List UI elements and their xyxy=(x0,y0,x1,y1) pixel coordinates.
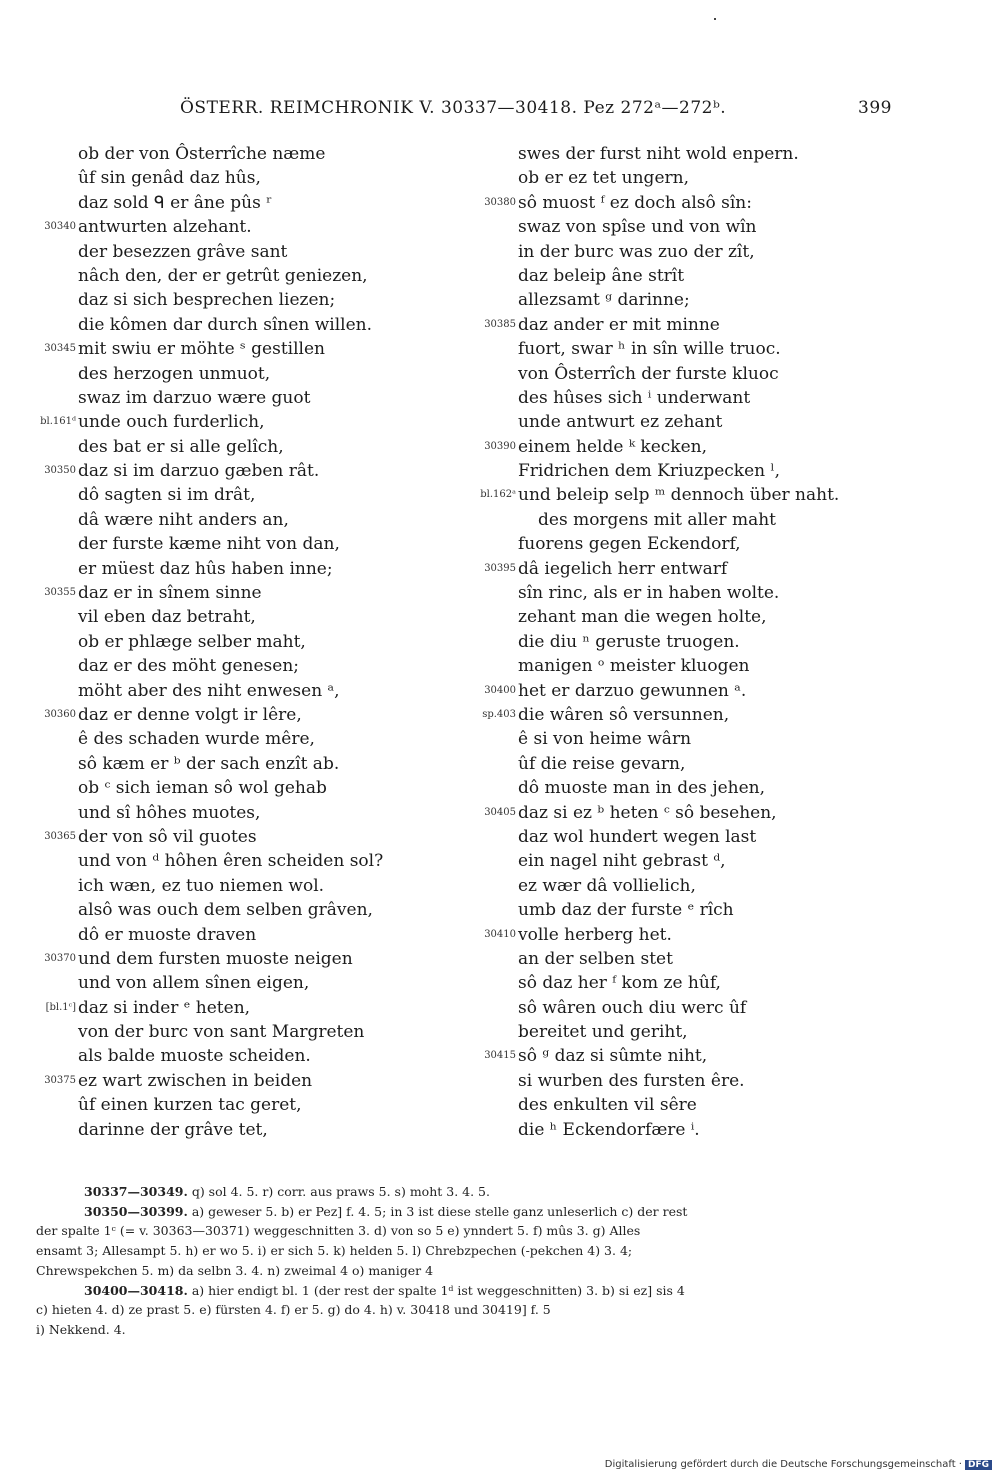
credit-text: Digitalisierung gefördert durch die Deutsche Forschungsgemeinschaft · xyxy=(604,1459,962,1470)
verse-line xyxy=(30,581,470,605)
verse-text: swaz im darzuo wære guot xyxy=(78,387,311,408)
verse-line xyxy=(470,337,890,361)
verse-text: fuort, swar ʰ in sîn wille truoc. xyxy=(518,339,781,360)
verse-line xyxy=(470,849,890,873)
verse-text: dô sagten si im drât, xyxy=(78,485,256,506)
verse-line xyxy=(30,1020,470,1044)
verse-line xyxy=(30,703,470,727)
verse-line xyxy=(30,727,470,751)
verse-line xyxy=(470,483,890,507)
verse-line xyxy=(470,703,890,727)
verse-text: alsô was ouch dem selben grâven, xyxy=(78,900,373,921)
footnote-apparatus xyxy=(36,1182,890,1340)
verse-line xyxy=(30,215,470,239)
verse-line xyxy=(30,996,470,1020)
footnote-range: 30337—30349. xyxy=(84,1184,188,1199)
verse-text: in der burc was zuo der zît, xyxy=(518,241,755,262)
verse-text: umb daz der furste ᵉ rîch xyxy=(518,900,734,921)
verse-line xyxy=(470,362,890,386)
running-title: ÖSTERR. REIMCHRONIK V. 30337—30418. Pez 272ᵃ—272ᵇ. xyxy=(180,98,727,118)
verse-line xyxy=(470,679,890,703)
verse-line xyxy=(470,654,890,678)
verse-line xyxy=(470,825,890,849)
verse-line xyxy=(470,801,890,825)
verse-line xyxy=(30,483,470,507)
verse-line xyxy=(470,264,890,288)
footnote-line xyxy=(36,1320,890,1340)
verse-line xyxy=(470,459,890,483)
verse-line xyxy=(30,264,470,288)
verse-line xyxy=(470,923,890,947)
verse-line xyxy=(30,386,470,410)
line-number: 30380 xyxy=(484,196,516,208)
verse-text: des morgens mit aller maht xyxy=(538,509,776,530)
line-number: 30395 xyxy=(484,562,516,574)
footnote-range: 30350—30399. xyxy=(84,1203,188,1219)
verse-text: Fridrichen dem Kriuzpecken ˡ, xyxy=(518,461,781,482)
footnote-line xyxy=(36,1300,890,1320)
line-number: 30405 xyxy=(484,806,516,818)
footnote-line xyxy=(36,1281,890,1301)
verse-line xyxy=(30,313,470,337)
verse-text: von Ôsterrîch der furste kluoc xyxy=(518,363,779,384)
verse-text: die wâren sô versunnen, xyxy=(518,704,730,725)
line-number: 30385 xyxy=(484,318,516,330)
left-verse-column xyxy=(30,142,470,1142)
verse-text: unde antwurt ez zehant xyxy=(518,412,723,433)
verse-text: ob er phlæge selber maht, xyxy=(78,631,306,652)
verse-line xyxy=(470,435,890,459)
verse-line xyxy=(470,898,890,922)
verse-text: daz si im darzuo gæben rât. xyxy=(78,461,320,482)
running-header xyxy=(30,98,892,124)
footnote-text: q) sol 4. 5. r) corr. aus praws 5. s) moht 3. 4. 5. xyxy=(191,1184,490,1199)
line-number: [bl.1ᶜ] xyxy=(45,1001,76,1013)
verse-text: einem helde ᵏ kecken, xyxy=(518,436,708,457)
verse-line xyxy=(30,654,470,678)
verse-line xyxy=(30,362,470,386)
verse-text: sô daz her ᶠ kom ze hûf, xyxy=(518,973,721,994)
page-number: 399 xyxy=(858,98,892,118)
verse-text: der furste kæme niht von dan, xyxy=(78,534,340,555)
verse-line xyxy=(30,1044,470,1068)
verse-line xyxy=(470,142,890,166)
verse-text: daz er in sînem sinne xyxy=(78,583,262,604)
verse-text: het er darzuo gewunnen ᵃ. xyxy=(518,680,747,701)
footnote-line xyxy=(36,1182,890,1202)
verse-text: ez wær dâ vollielich, xyxy=(518,875,696,896)
verse-text: des bat er si alle gelîch, xyxy=(78,436,284,457)
verse-line xyxy=(30,337,470,361)
verse-line xyxy=(470,581,890,605)
verse-line xyxy=(30,1093,470,1117)
verse-text: ûf die reise gevarn, xyxy=(518,753,686,774)
line-number: 30400 xyxy=(484,684,516,696)
verse-text: daz wol hundert wegen last xyxy=(518,826,757,847)
dfg-logo: DFG xyxy=(965,1460,992,1470)
line-number: 30390 xyxy=(484,440,516,452)
verse-line xyxy=(470,874,890,898)
verse-line xyxy=(30,776,470,800)
verse-text: daz er denne volgt ir lêre, xyxy=(78,704,302,725)
verse-text: daz si sich besprechen liezen; xyxy=(78,290,336,311)
verse-line xyxy=(30,142,470,166)
verse-line xyxy=(470,288,890,312)
verse-line xyxy=(470,557,890,581)
verse-text: fuorens gegen Eckendorf, xyxy=(518,534,741,555)
verse-text: und beleip selp ᵐ dennoch über naht. xyxy=(518,485,840,506)
verse-line xyxy=(470,191,890,215)
footnote-text: a) geweser 5. b) er Pez] f. 4. 5; in 3 ist diese stelle ganz unleserlich c) der rest xyxy=(191,1203,688,1219)
verse-text: des enkulten vil sêre xyxy=(518,1095,697,1116)
verse-text: von der burc von sant Margreten xyxy=(78,1022,365,1043)
verse-line xyxy=(30,410,470,434)
verse-line xyxy=(470,727,890,751)
verse-text: dâ wære niht anders an, xyxy=(78,509,289,530)
verse-text: dô er muoste draven xyxy=(78,924,257,945)
line-number: 30350 xyxy=(44,465,76,477)
verse-text: ob ᶜ sich ieman sô wol gehab xyxy=(78,778,327,799)
verse-line xyxy=(30,557,470,581)
verse-line xyxy=(30,605,470,629)
verse-text: darinne der grâve tet, xyxy=(78,1119,268,1140)
verse-text: und dem fursten muoste neigen xyxy=(78,948,353,969)
verse-text: daz si inder ᵉ heten, xyxy=(78,997,251,1018)
footnote-line xyxy=(36,1241,890,1261)
verse-line xyxy=(30,459,470,483)
footnote-text: der spalte 1ᶜ (= v. 30363—30371) weggeschnitten 3. d) von so 5 e) ynndert 5. f) mûs 3. g) Alles xyxy=(36,1223,641,1239)
verse-line xyxy=(470,166,890,190)
verse-line xyxy=(30,1069,470,1093)
right-verse-column xyxy=(470,142,890,1142)
verse-text: der von sô vil guotes xyxy=(78,826,257,847)
verse-line xyxy=(470,313,890,337)
verse-line xyxy=(470,1044,890,1068)
verse-text: ob der von Ôsterrîche næme xyxy=(78,144,326,164)
verse-line xyxy=(470,215,890,239)
verse-text: sô wâren ouch diu werc ûf xyxy=(518,997,747,1018)
line-number: 30410 xyxy=(484,928,516,940)
verse-line xyxy=(30,630,470,654)
verse-text: mit swiu er möhte ˢ gestillen xyxy=(78,339,325,360)
verse-text: als balde muoste scheiden. xyxy=(78,1046,311,1067)
verse-text: sô kæm er ᵇ der sach enzît ab. xyxy=(78,753,340,774)
verse-text: der besezzen grâve sant xyxy=(78,241,288,262)
verse-line xyxy=(470,1118,890,1142)
verse-line xyxy=(30,679,470,703)
verse-line xyxy=(30,752,470,776)
line-number: bl.161ᵈ xyxy=(40,416,76,428)
verse-text: daz ander er mit minne xyxy=(518,314,720,335)
verse-line xyxy=(30,532,470,556)
verse-text: swaz von spîse und von wîn xyxy=(518,217,757,238)
verse-text: und von allem sînen eigen, xyxy=(78,973,310,994)
footnote-range: 30400—30418. xyxy=(84,1282,188,1298)
verse-text: antwurten alzehant. xyxy=(78,217,252,238)
verse-line xyxy=(30,240,470,264)
verse-line xyxy=(30,1118,470,1142)
verse-line xyxy=(30,166,470,190)
line-number: 30340 xyxy=(44,221,76,233)
verse-text: daz er des möht genesen; xyxy=(78,656,299,677)
verse-text: volle herberg het. xyxy=(518,924,672,945)
verse-line xyxy=(470,1020,890,1044)
footnote-text: ensamt 3; Allesampt 5. h) er wo 5. i) er sich 5. k) helden 5. l) Chrebzpechen (-pekchen 4) 3. 4; xyxy=(36,1243,633,1259)
verse-text: unde ouch furderlich, xyxy=(78,412,265,433)
verse-text: ein nagel niht gebrast ᵈ, xyxy=(518,851,726,872)
line-number: 30375 xyxy=(44,1074,76,1086)
verse-text: er müest daz hûs haben inne; xyxy=(78,558,333,579)
verse-text: sô ᵍ daz si sûmte niht, xyxy=(518,1046,708,1067)
verse-line xyxy=(470,776,890,800)
verse-line xyxy=(470,630,890,654)
footnote-text: c) hieten 4. d) ze prast 5. e) fürsten 4. f) er 5. g) do 4. h) v. 30418 und 30419] f. 5 xyxy=(36,1302,551,1318)
verse-line xyxy=(470,1069,890,1093)
verse-line xyxy=(470,386,890,410)
verse-text: ê des schaden wurde mêre, xyxy=(78,729,315,750)
verse-text: si wurben des fursten êre. xyxy=(518,1070,745,1091)
verse-line xyxy=(30,874,470,898)
verse-text: swes der furst niht wold enpern. xyxy=(518,144,799,164)
line-number: bl.162ᵃ xyxy=(480,489,516,501)
verse-line xyxy=(30,508,470,532)
footnote-text: a) hier endigt bl. 1 (der rest der spalte 1ᵈ ist weggeschnitten) 3. b) si ez] sis 4 xyxy=(191,1282,685,1298)
verse-text: ez wart zwischen in beiden xyxy=(78,1070,313,1091)
verse-line xyxy=(30,947,470,971)
verse-text: die ʰ Eckendorfære ⁱ. xyxy=(518,1119,700,1140)
verse-text: manigen ᵒ meister kluogen xyxy=(518,656,750,677)
line-number: 30345 xyxy=(44,343,76,355)
verse-text: daz beleip âne strît xyxy=(518,265,685,286)
verse-line xyxy=(470,410,890,434)
verse-text: nâch den, der er getrût geniezen, xyxy=(78,265,368,286)
verse-text: zehant man die wegen holte, xyxy=(518,607,767,628)
verse-line xyxy=(30,898,470,922)
footnote-line xyxy=(36,1261,890,1281)
verse-text: ob er ez tet ungern, xyxy=(518,168,689,189)
verse-text: des herzogen unmuot, xyxy=(78,363,271,384)
verse-text: ûf sin genâd daz hûs, xyxy=(78,168,261,189)
verse-text: und sî hôhes muotes, xyxy=(78,802,261,823)
verse-line xyxy=(470,532,890,556)
verse-line xyxy=(470,508,890,532)
verse-line xyxy=(30,801,470,825)
footnote-line xyxy=(36,1221,890,1241)
verse-text: daz si ez ᵇ heten ᶜ sô besehen, xyxy=(518,802,777,823)
line-number: 30365 xyxy=(44,830,76,842)
footnote-text: i) Nekkend. 4. xyxy=(36,1321,126,1337)
verse-line xyxy=(470,947,890,971)
verse-text: sô muost ᶠ ez doch alsô sîn: xyxy=(518,192,752,213)
scan-speck xyxy=(714,18,716,20)
dfg-credit xyxy=(605,1459,992,1470)
verse-text: ê si von heime wârn xyxy=(518,729,692,750)
verse-text: ich wæn, ez tuo niemen wol. xyxy=(78,875,325,896)
verse-line xyxy=(30,435,470,459)
verse-line xyxy=(470,240,890,264)
verse-text: möht aber des niht enwesen ᵃ, xyxy=(78,680,340,701)
verse-text: daz sold ᑫ er âne pûs ʳ xyxy=(78,192,273,213)
verse-line xyxy=(30,191,470,215)
verse-line xyxy=(30,849,470,873)
verse-text: an der selben stet xyxy=(518,948,673,969)
verse-text: vil eben daz betraht, xyxy=(78,607,256,628)
verse-text: ûf einen kurzen tac geret, xyxy=(78,1095,302,1116)
line-number: sp.403 xyxy=(482,708,516,720)
verse-text: dô muoste man in des jehen, xyxy=(518,778,766,799)
line-number: 30360 xyxy=(44,708,76,720)
verse-text: die kômen dar durch sînen willen. xyxy=(78,314,373,335)
verse-text: und von ᵈ hôhen êren scheiden sol? xyxy=(78,851,384,872)
verse-line xyxy=(30,923,470,947)
verse-line xyxy=(30,288,470,312)
verse-text: des hûses sich ⁱ underwant xyxy=(518,387,751,408)
line-number: 30370 xyxy=(44,952,76,964)
verse-text: sîn rinc, als er in haben wolte. xyxy=(518,583,780,604)
verse-text: allezsamt ᵍ darinne; xyxy=(518,290,690,311)
footnote-text: Chrewspekchen 5. m) da selbn 3. 4. n) zweimal 4 o) maniger 4 xyxy=(36,1262,434,1278)
line-number: 30415 xyxy=(484,1050,516,1062)
verse-line xyxy=(470,971,890,995)
verse-text: dâ iegelich herr entwarf xyxy=(518,558,728,579)
verse-text: bereitet und geriht, xyxy=(518,1022,688,1043)
line-number: 30355 xyxy=(44,587,76,599)
verse-line xyxy=(470,605,890,629)
verse-line xyxy=(30,971,470,995)
verse-line xyxy=(30,825,470,849)
verse-line xyxy=(470,996,890,1020)
footnote-line xyxy=(36,1202,890,1222)
verse-line xyxy=(470,1093,890,1117)
verse-text: die diu ⁿ geruste truogen. xyxy=(518,631,740,652)
verse-line xyxy=(470,752,890,776)
